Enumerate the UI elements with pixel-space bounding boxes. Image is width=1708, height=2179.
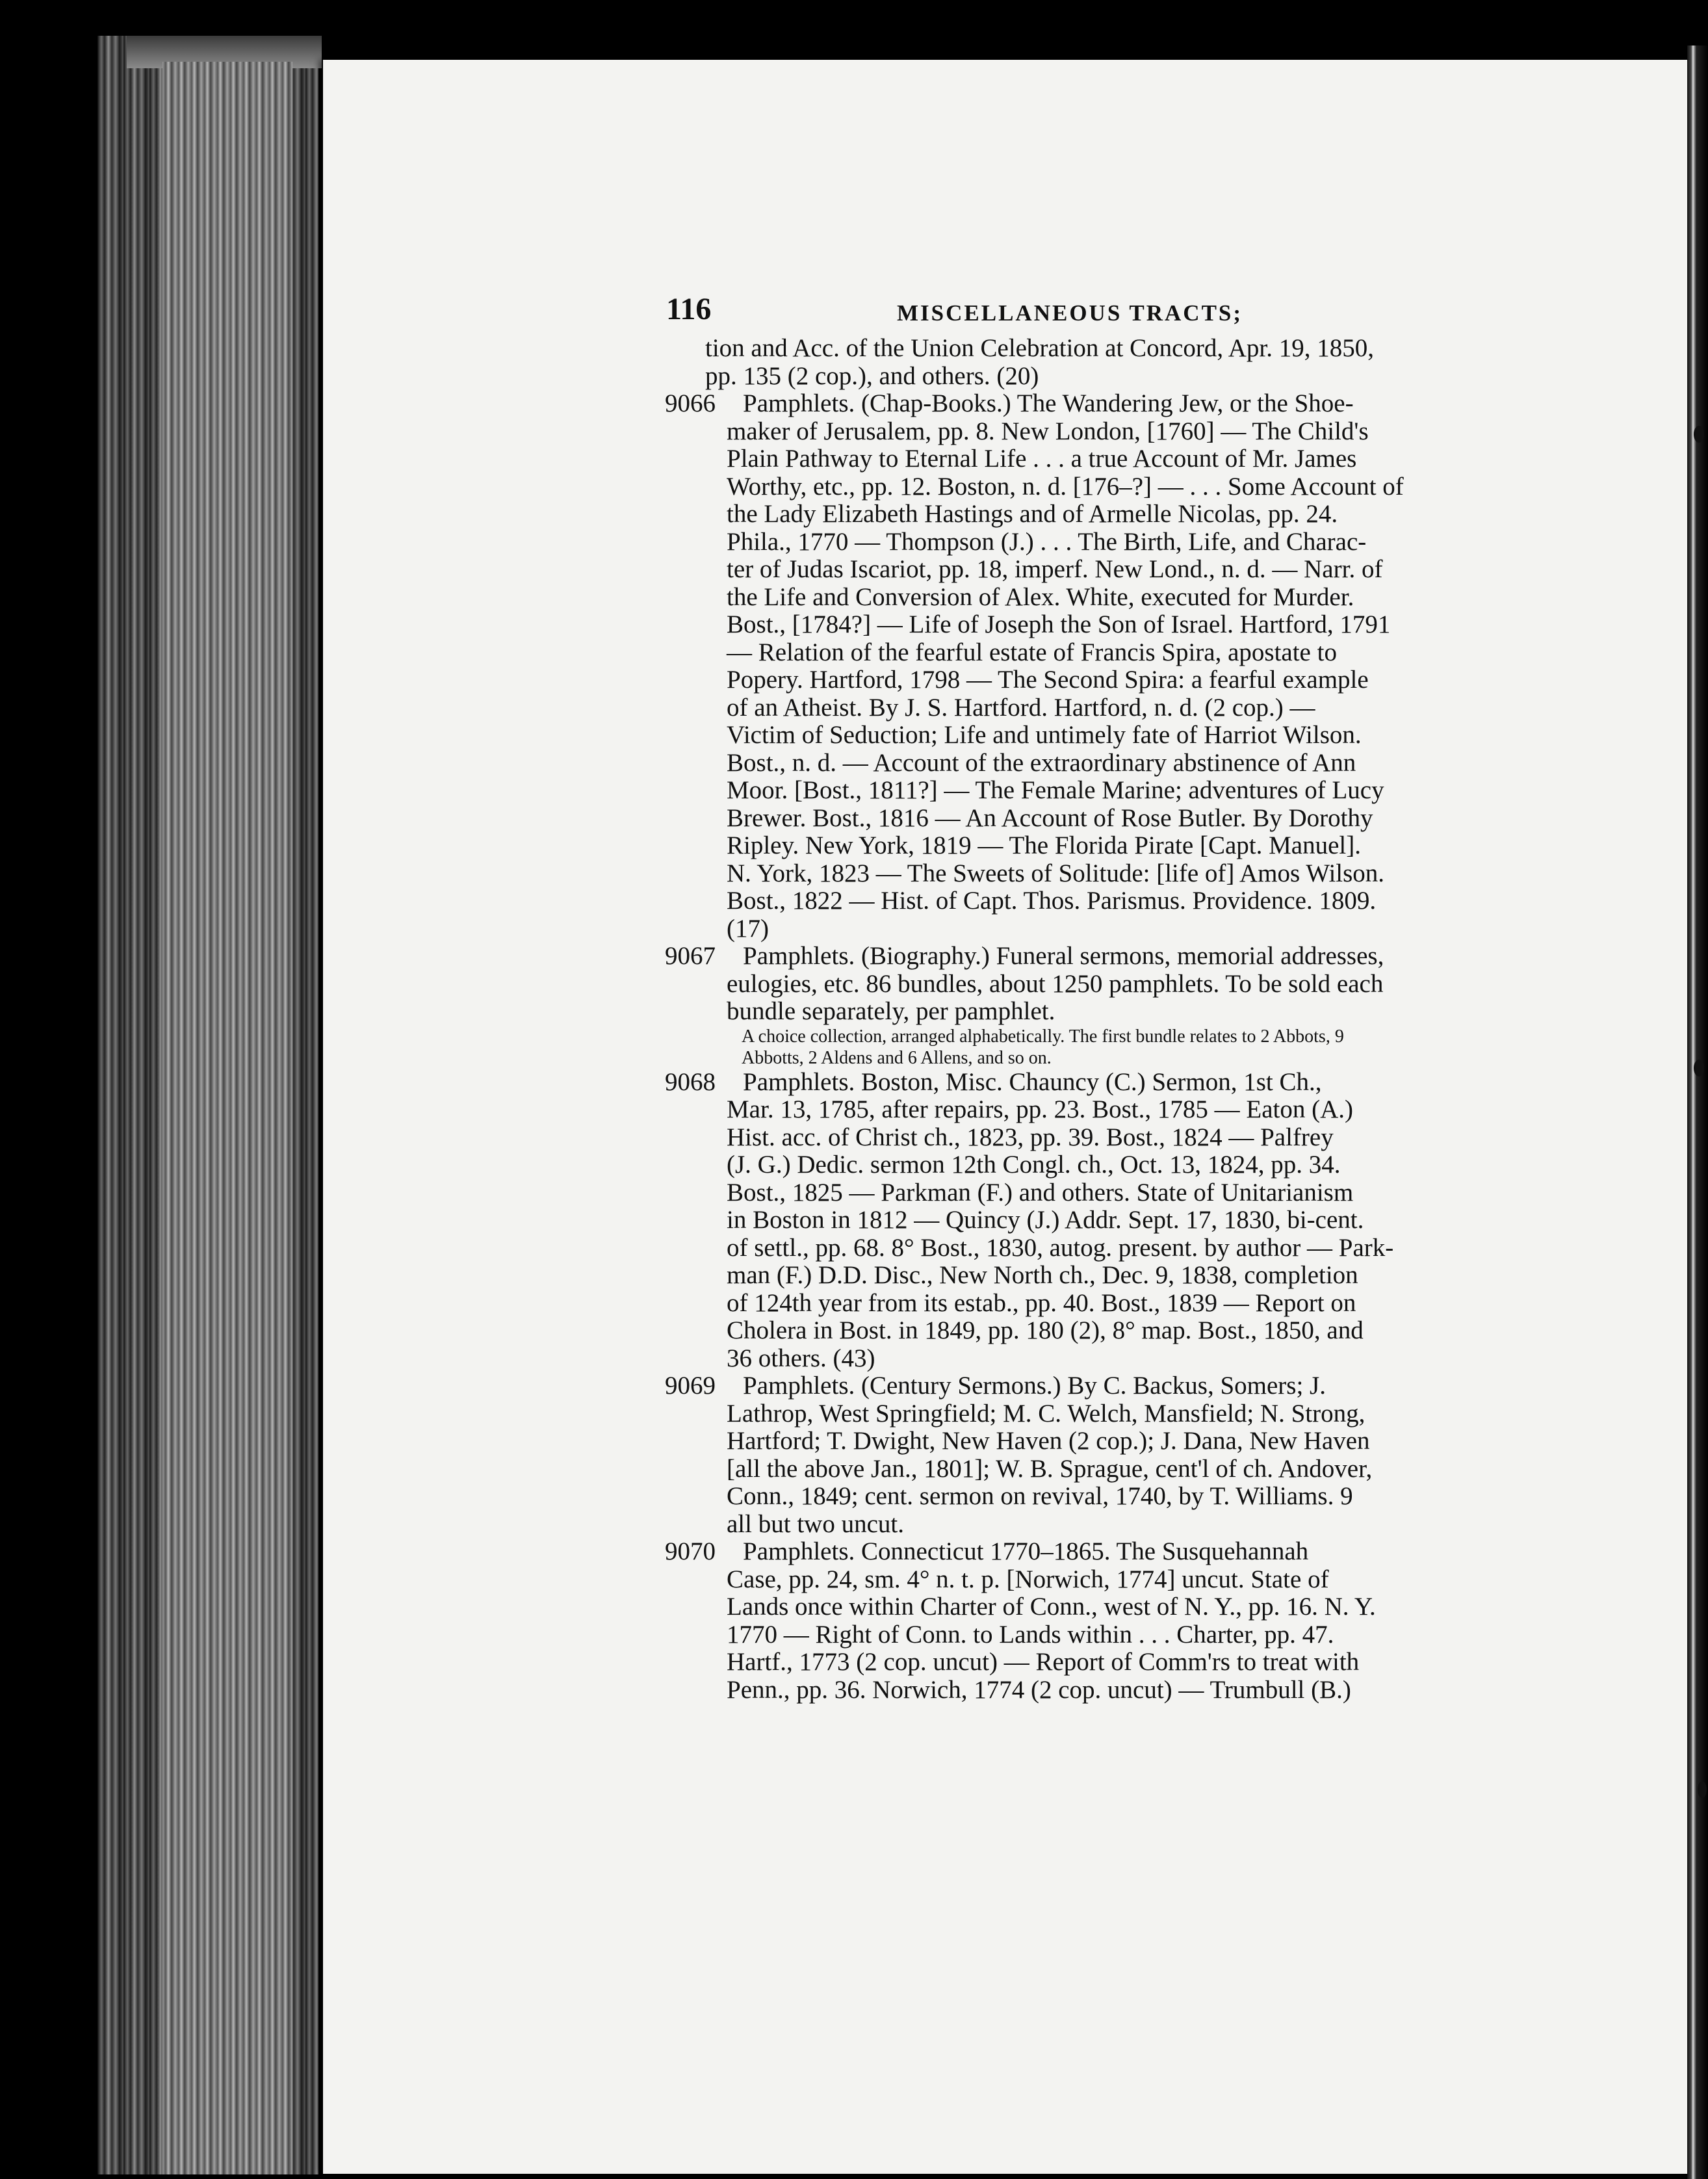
- text-line: Pamphlets. Boston, Misc. Chauncy (C.) Sermon, 1st Ch.,: [743, 1067, 1322, 1096]
- text-line: Bost., [1784?] — Life of Joseph the Son of Israel. Hartford, 1791: [727, 610, 1391, 638]
- text-line: man (F.) D.D. Disc., New North ch., Dec. 9, 1838, completion: [727, 1261, 1358, 1289]
- text-line: Pamphlets. (Chap-Books.) The Wandering Jew, or the Shoe-: [743, 389, 1354, 417]
- page-right-edge: [1687, 46, 1708, 2179]
- text-line: Hartford; T. Dwight, New Haven (2 cop.); J. Dana, New Haven: [727, 1427, 1370, 1455]
- text-line: Pamphlets. (Century Sermons.) By C. Backus, Somers; J.: [743, 1372, 1326, 1400]
- catalogue-entries: [666, 390, 1511, 1704]
- lot-number: 9069: [665, 1372, 716, 1400]
- text-line: Conn., 1849; cent. sermon on revival, 1740, by T. Williams. 9: [727, 1482, 1353, 1510]
- binding-mark: [1694, 426, 1704, 443]
- text-line: the Lady Elizabeth Hastings and of Armelle Nicolas, pp. 24.: [727, 500, 1338, 528]
- text-line: ter of Judas Iscariot, pp. 18, imperf. New Lond., n. d. — Narr. of: [727, 555, 1383, 583]
- page-number: 116: [666, 292, 712, 326]
- text-line: Popery. Hartford, 1798 — The Second Spira: a fearful example: [727, 666, 1369, 694]
- text-line: Bost., 1822 — Hist. of Capt. Thos. Parismus. Providence. 1809.: [727, 887, 1377, 915]
- text-line: Hartf., 1773 (2 cop. uncut) — Report of Comm'rs to treat with: [727, 1648, 1360, 1676]
- text-line: of an Atheist. By J. S. Hartford. Hartford, n. d. (2 cop.) —: [727, 693, 1315, 722]
- text-line: Ripley. New York, 1819 — The Florida Pirate [Capt. Manuel].: [727, 831, 1361, 859]
- lot-number: 9066: [665, 389, 716, 417]
- text-line: Worthy, etc., pp. 12. Boston, n. d. [176–?] — . . . Some Account of: [727, 472, 1404, 501]
- lot-number: 9067: [665, 942, 716, 970]
- note-line: Abbotts, 2 Aldens and 6 Allens, and so on.: [742, 1047, 1052, 1068]
- text-line: Cholera in Bost. in 1849, pp. 180 (2), 8° map. Bost., 1850, and: [727, 1316, 1364, 1344]
- running-head: MISCELLANEOUS TRACTS;: [897, 300, 1243, 326]
- text-line: Pamphlets. Connecticut 1770–1865. The Susquehannah: [743, 1537, 1309, 1565]
- text-line: Pamphlets. (Biography.) Funeral sermons, memorial addresses,: [743, 942, 1384, 970]
- continuation: [627, 335, 1511, 390]
- text-line: Moor. [Bost., 1811?] — The Female Marine; adventures of Lucy: [727, 776, 1384, 804]
- text-line: (17): [727, 914, 769, 943]
- text-line: Case, pp. 24, sm. 4° n. t. p. [Norwich, 1774] uncut. State of: [727, 1565, 1329, 1593]
- page-header: [666, 292, 1511, 335]
- catalogue-entry: [665, 390, 1511, 943]
- text-line: — Relation of the fearful estate of Francis Spira, apostate to: [727, 638, 1337, 666]
- catalogue-entry: [665, 1538, 1511, 1704]
- text-line: Victim of Seduction; Life and untimely fate of Harriot Wilson.: [727, 721, 1362, 749]
- text-line: Brewer. Bost., 1816 — An Account of Rose Butler. By Dorothy: [727, 803, 1373, 832]
- text-line: 1770 — Right of Conn. to Lands within . . . Charter, pp. 47.: [727, 1620, 1334, 1649]
- catalogue-entry: [665, 943, 1511, 1069]
- text-line: 36 others. (43): [727, 1344, 875, 1372]
- text-line: tion and Acc. of the Union Celebration at Concord, Apr. 19, 1850,: [705, 334, 1374, 362]
- text-line: pp. 135 (2 cop.), and others. (20): [705, 361, 1039, 390]
- text-line: Lathrop, West Springfield; M. C. Welch, Mansfield; N. Strong,: [727, 1399, 1365, 1428]
- text-block: [665, 292, 1511, 1704]
- text-line: [all the above Jan., 1801]; W. B. Sprague, cent'l of ch. Andover,: [727, 1454, 1373, 1483]
- text-line: all but two uncut.: [727, 1509, 904, 1538]
- text-line: Bost., n. d. — Account of the extraordinary abstinence of Ann: [727, 748, 1356, 777]
- catalogue-entry: [665, 1069, 1511, 1373]
- text-line: Lands once within Charter of Conn., west of N. Y., pp. 16. N. Y.: [727, 1593, 1376, 1621]
- text-line: Hist. acc. of Christ ch., 1823, pp. 39. Bost., 1824 — Palfrey: [727, 1123, 1334, 1151]
- text-line: Penn., pp. 36. Norwich, 1774 (2 cop. uncut) — Trumbull (B.): [727, 1675, 1351, 1704]
- text-line: Mar. 13, 1785, after repairs, pp. 23. Bost., 1785 — Eaton (A.): [727, 1095, 1353, 1123]
- binding-mark: [1694, 1060, 1704, 1076]
- text-line: of settl., pp. 68. 8° Bost., 1830, autog. present. by author — Park-: [727, 1233, 1394, 1262]
- entry-note: [665, 1026, 1511, 1069]
- text-line: of 124th year from its estab., pp. 40. Bost., 1839 — Report on: [727, 1288, 1356, 1317]
- text-line: N. York, 1823 — The Sweets of Solitude: [life of] Amos Wilson.: [727, 859, 1385, 887]
- lot-number: 9068: [665, 1067, 716, 1096]
- note-line: A choice collection, arranged alphabetically. The first bundle relates to 2 Abbots, 9: [742, 1026, 1344, 1047]
- lot-number: 9070: [665, 1537, 716, 1565]
- text-line: the Life and Conversion of Alex. White, executed for Murder.: [727, 582, 1354, 611]
- catalogue-entry: [665, 1372, 1511, 1538]
- text-line: Bost., 1825 — Parkman (F.) and others. State of Unitarianism: [727, 1178, 1354, 1207]
- text-line: Phila., 1770 — Thompson (J.) . . . The Birth, Life, and Charac-: [727, 527, 1367, 556]
- binding-mark: [1698, 1781, 1707, 1798]
- text-line: bundle separately, per pamphlet.: [727, 997, 1055, 1025]
- page-edges-inner: [162, 62, 292, 2174]
- text-line: maker of Jerusalem, pp. 8. New London, [1760] — The Child's: [727, 417, 1369, 445]
- text-line: eulogies, etc. 86 bundles, about 1250 pamphlets. To be sold each: [727, 969, 1384, 998]
- text-line: (J. G.) Dedic. sermon 12th Congl. ch., Oct. 13, 1824, pp. 34.: [727, 1151, 1341, 1179]
- text-line: in Boston in 1812 — Quincy (J.) Addr. Sept. 17, 1830, bi-cent.: [727, 1206, 1364, 1234]
- text-line: Plain Pathway to Eternal Life . . . a true Account of Mr. James: [727, 445, 1357, 473]
